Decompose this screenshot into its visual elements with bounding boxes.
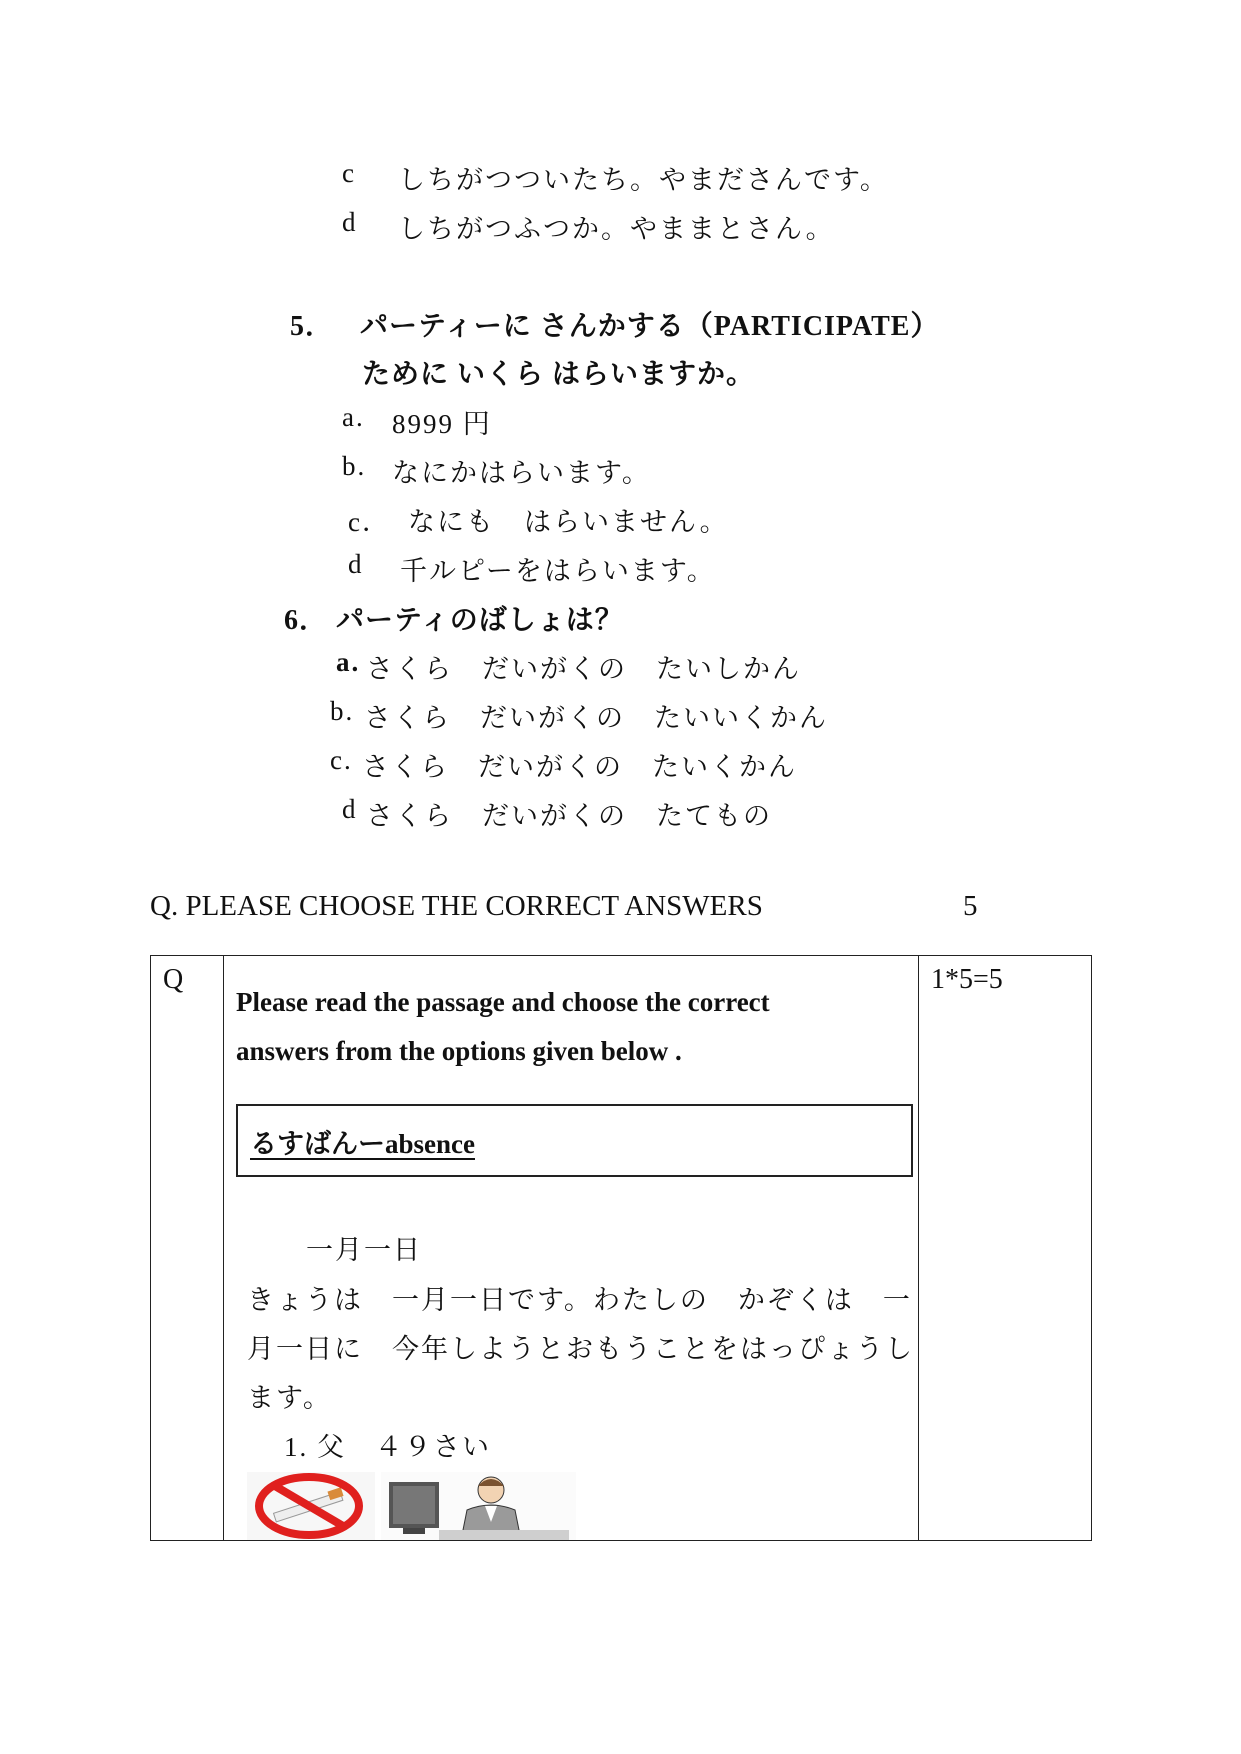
option-letter: a. xyxy=(342,402,365,432)
option-text: なにかはらいます。 xyxy=(392,458,651,488)
question-text: パーティのばしょは？ xyxy=(336,605,624,636)
instruction-line: answers from the options given below . xyxy=(236,1036,682,1066)
option-text: 8999 円 xyxy=(392,409,492,439)
option-letter: c xyxy=(342,158,356,188)
passage-title: 一月一日 xyxy=(306,1235,422,1265)
column-divider xyxy=(223,956,224,1540)
section-marks: 5 xyxy=(963,890,978,922)
no-smoking-icon xyxy=(247,1472,375,1540)
title-box xyxy=(236,1104,913,1177)
office-worker-icon xyxy=(381,1472,576,1540)
passage-line: 月一日に 今年しようとおもうことをはっぴょうし xyxy=(247,1334,914,1364)
option-text: さくら だいがくの たいくかん xyxy=(362,752,797,782)
option-letter: b. xyxy=(342,451,367,481)
option-letter: c. xyxy=(330,745,353,775)
option-letter: d xyxy=(348,549,364,579)
question-number: 5． xyxy=(290,311,335,342)
option-text: しちがつついたち。やまださんです。 xyxy=(398,165,889,195)
option-text: さくら だいがくの たいしかん xyxy=(366,654,801,684)
option-text: しちがつふつか。やままとさん。 xyxy=(398,214,835,244)
option-letter: d xyxy=(342,794,358,824)
option-text: さくら だいがくの たいいくかん xyxy=(364,703,828,733)
option-text: さくら だいがくの たてもの xyxy=(366,801,772,831)
passage-line: きょうは 一月一日です。わたしの かぞくは 一 xyxy=(247,1285,912,1315)
passage xyxy=(247,1276,914,1423)
instruction xyxy=(236,978,770,1076)
title-box-text: るすばんーabsence xyxy=(250,1129,475,1159)
instruction-line: Please read the passage and choose the correct xyxy=(236,987,770,1017)
option-letter: d xyxy=(342,207,358,237)
question-text-line1: パーティーに さんかする（PARTICIPATE） xyxy=(360,311,940,342)
option-text: 千ルピーをはらいます。 xyxy=(400,556,716,586)
marks-formula: 1*5=5 xyxy=(931,964,1003,995)
passage-line: ます。 xyxy=(247,1383,332,1413)
question-table xyxy=(150,955,1092,1541)
option-letter: b. xyxy=(330,696,355,726)
option-letter: c． xyxy=(348,507,391,537)
section-heading: Q. PLEASE CHOOSE THE CORRECT ANSWERS xyxy=(150,890,763,922)
option-letter: a. xyxy=(336,647,361,677)
question-number: 6． xyxy=(284,605,329,636)
option-text: なにも はらいません。 xyxy=(408,507,729,537)
q-label: Q xyxy=(163,964,184,995)
item-1: 1. 父 ４９さい xyxy=(284,1432,491,1462)
question-text-line2: ために いくら はらいますか。 xyxy=(362,359,756,390)
column-divider xyxy=(918,956,919,1540)
